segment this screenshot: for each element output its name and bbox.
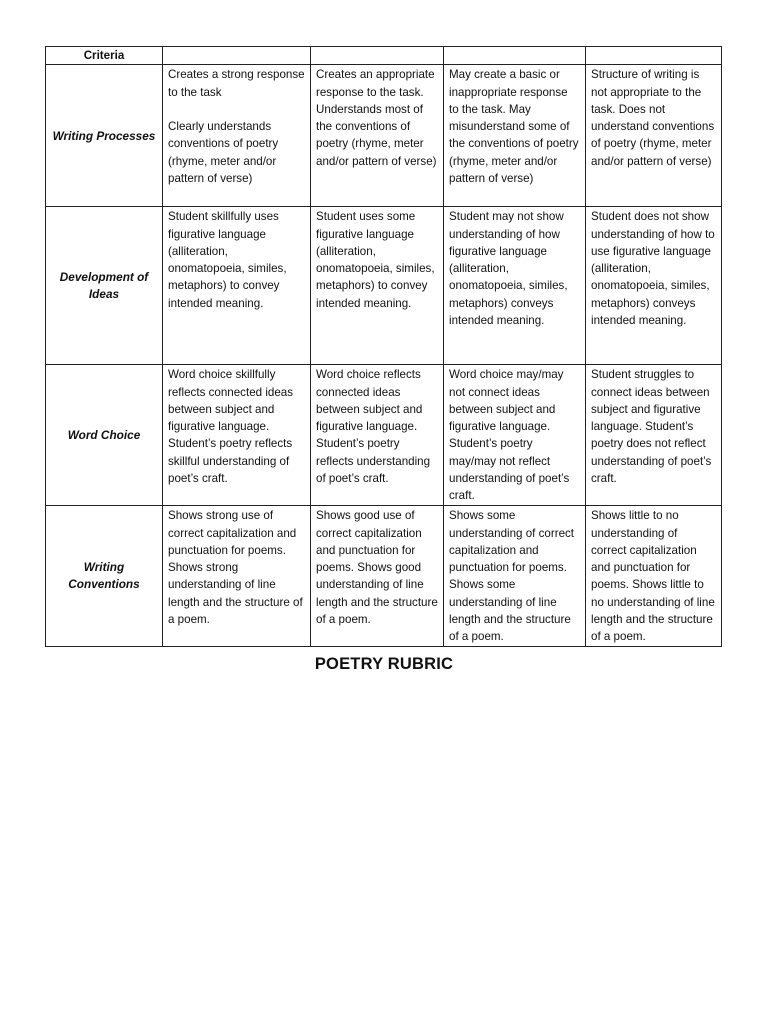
criteria-label: Word Choice	[46, 365, 163, 506]
rubric-cell-text: Student skillfully uses figurative language (alliteration, onomatopoeia, similes, metaphors) to convey intended meaning.	[168, 210, 287, 310]
criteria-label: Writing Processes	[46, 65, 163, 207]
rubric-cell	[586, 207, 722, 365]
rubric-cell-text: Word choice may/may not connect ideas between subject and figurative language. Student’s poetry may/may not reflect understanding of poet’s craft.	[449, 368, 570, 503]
rubric-cell-text: Shows some understanding of correct capitalization and punctuation for poems. Shows some understanding of line length and the structure of a poem.	[449, 509, 575, 644]
rubric-cell	[586, 365, 722, 506]
rubric-cell	[163, 65, 311, 207]
rubric-cell	[444, 207, 586, 365]
table-header-row	[46, 47, 722, 65]
rubric-cell-text: May create a basic or inappropriate response to the task. May misunderstand some of the conventions of poetry (rhyme, meter and/or pattern of verse)	[449, 68, 579, 186]
poetry-rubric-table	[45, 46, 722, 647]
rubric-cell	[311, 506, 444, 646]
rubric-cell-text: Structure of writing is not appropriate to the task. Does not understand conventions of poetry (rhyme, meter and/or pattern of verse)	[591, 68, 715, 168]
rubric-cell	[444, 365, 586, 506]
rubric-cell	[444, 506, 586, 646]
column-header-4	[586, 47, 722, 65]
rubric-cell-text: Creates a strong response to the task Clearly understands conventions of poetry (rhyme, meter and/or pattern of verse)	[168, 68, 305, 186]
page-title: POETRY RUBRIC	[314, 655, 454, 673]
rubric-cell-text: Word choice reflects connected ideas between subject and figurative language. Student’s poetry reflects understanding of poet’s craft.	[316, 368, 431, 486]
rubric-cell-text: Word choice skillfully reflects connected ideas between subject and figurative language. Student’s poetry reflects skillful understanding of poet’s craft.	[168, 368, 294, 486]
column-header-3	[444, 47, 586, 65]
rubric-cell	[586, 65, 722, 207]
rubric-cell-text: Shows good use of correct capitalization and punctuation for poems. Shows good understanding of line length and the structure of a poem.	[316, 509, 438, 627]
rubric-cell-text: Shows strong use of correct capitalization and punctuation for poems. Shows strong understanding of line length and the structure of a poem.	[168, 509, 303, 627]
column-header-1	[163, 47, 311, 65]
rubric-cell-text: Shows little to no understanding of correct capitalization and punctuation for poems. Shows little to no understanding of line length and the structure of a poem.	[591, 509, 715, 644]
criteria-column-header: Criteria	[46, 47, 163, 65]
column-header-2	[311, 47, 444, 65]
table-row	[46, 506, 722, 646]
table-row	[46, 207, 722, 365]
rubric-cell	[311, 365, 444, 506]
rubric-cell	[163, 506, 311, 646]
criteria-label: Writing Conventions	[46, 506, 163, 646]
rubric-cell-text: Student does not show understanding of how to use figurative language (alliteration, onomatopoeia, similes, metaphors) conveys intended meaning.	[591, 210, 715, 328]
table-row	[46, 65, 722, 207]
table-row	[46, 365, 722, 506]
rubric-cell	[163, 365, 311, 506]
rubric-cell-text: Student may not show understanding of how figurative language (alliteration, onomatopoeia, similes, metaphors) conveys intended meaning.	[449, 210, 568, 328]
rubric-cell	[311, 207, 444, 365]
rubric-cell	[444, 65, 586, 207]
rubric-cell	[311, 65, 444, 207]
rubric-cell	[586, 506, 722, 646]
rubric-cell-text: Creates an appropriate response to the task. Understands most of the conventions of poetry (rhyme, meter and/or pattern of verse)	[316, 68, 437, 168]
rubric-cell	[163, 207, 311, 365]
criteria-label: Development of Ideas	[46, 207, 163, 365]
rubric-cell-text: Student uses some figurative language (alliteration, onomatopoeia, similes, metaphors) to convey intended meaning.	[316, 210, 435, 310]
rubric-cell-text: Student struggles to connect ideas between subject and figurative language. Student’s poetry does not reflect understanding of poet’s craft.	[591, 368, 712, 486]
